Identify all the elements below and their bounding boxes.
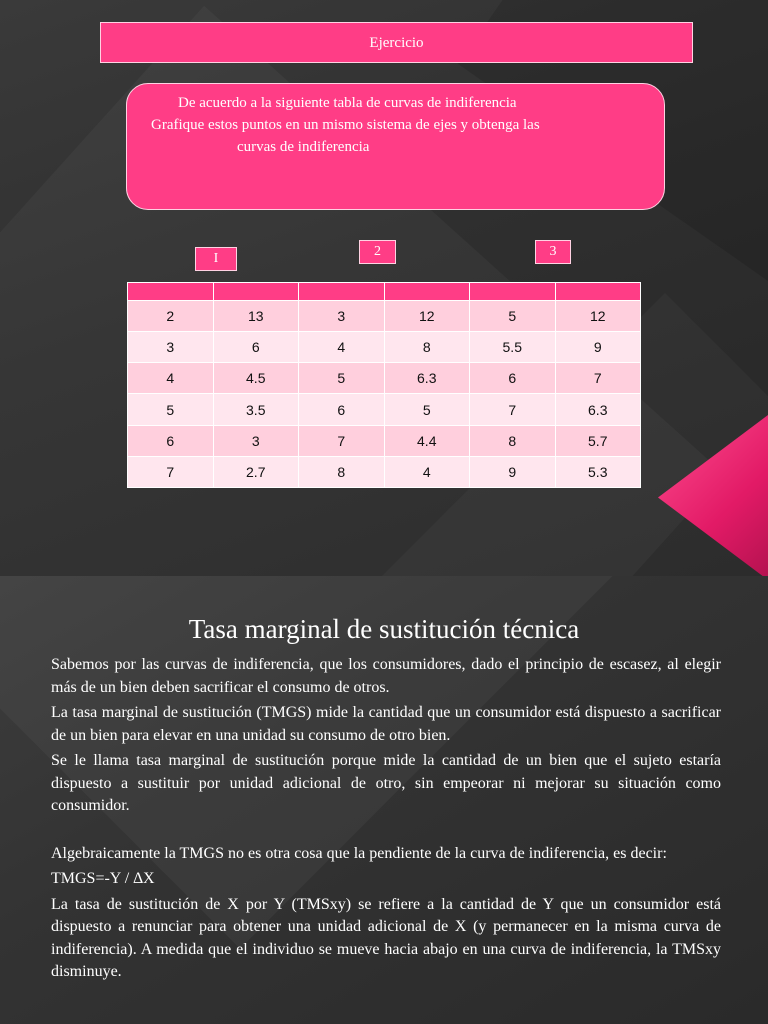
table-row [128,394,641,425]
exercise-title: Ejercicio [100,22,693,63]
table-cell: 9 [555,332,641,363]
table-cell: 5.3 [555,456,641,487]
table-row [128,301,641,332]
table-cell: 6.3 [384,363,470,394]
table-cell: 3.5 [213,394,299,425]
slide-title: Tasa marginal de sustitución técnica [188,614,580,644]
table-cell: 6.3 [555,394,641,425]
paragraph: Algebraicamente la TMGS no es otra cosa que la pendiente de la curva de indiferencia, es decir: [51,844,667,862]
table-cell: 3 [213,425,299,456]
table-cell: 5 [384,394,470,425]
table-cell: 6 [299,394,385,425]
curve-label-1: I [195,247,237,271]
paragraph: Se le llama tasa marginal de sustitución porque mide la cantidad de un bien que el sujeto estaría dispuesto a sustituir por unidad adicional de otro, sin empeorar ni mejorar su situación como consumidor. [51,752,721,814]
table-cell: 4.4 [384,425,470,456]
table-cell: 9 [470,456,556,487]
table-cell: 3 [128,332,214,363]
table-header-cell [384,283,470,301]
table-cell: 4 [128,363,214,394]
table-header-cell [555,283,641,301]
table-cell: 8 [470,425,556,456]
table-cell: 12 [555,301,641,332]
instructions-box [126,83,665,210]
paragraph: La tasa de sustitución de X por Y (TMSxy) se refiere a la cantidad de Y que un consumidor está dispuesto a renunciar para obtener una unidad adicional de X (y permanecer en la misma curva de indiferencia). A medida que el individuo se mueve hacia abajo en una curva de indiferencia, la TMSxy disminuye. [51,895,721,980]
table-cell: 12 [384,301,470,332]
paragraph: Sabemos por las curvas de indiferencia, que los consumidores, dado el principio de escasez, al elegir más de un bien deben sacrificar el consumo de otros. [51,656,721,696]
table-row [128,363,641,394]
table-cell: 7 [555,363,641,394]
table-cell: 6 [128,425,214,456]
table-header-cell [470,283,556,301]
table-row [128,332,641,363]
slide-tmgs [0,576,768,1024]
table-cell: 8 [384,332,470,363]
table-cell: 2 [128,301,214,332]
table-header-row [128,283,641,301]
table-cell: 4 [299,332,385,363]
curve-label-3: 3 [535,240,571,264]
formula: TMGS=-Y / ∆X [51,870,155,887]
table-cell: 5 [299,363,385,394]
table-cell: 6 [470,363,556,394]
instruction-line: Grafique estos puntos en un mismo sistema de ejes y obtenga las [151,117,540,133]
table-cell: 5.7 [555,425,641,456]
table-cell: 7 [470,394,556,425]
table-row [128,425,641,456]
table-cell: 4 [384,456,470,487]
table-cell: 3 [299,301,385,332]
table-cell: 13 [213,301,299,332]
table-cell: 7 [299,425,385,456]
table-header-cell [299,283,385,301]
table-cell: 2.7 [213,456,299,487]
table-row [128,456,641,487]
table-cell: 5.5 [470,332,556,363]
table-cell: 8 [299,456,385,487]
paragraph: La tasa marginal de sustitución (TMGS) mide la cantidad que un consumidor está dispuesto a sacrificar de un bien para elevar en una unidad su consumo de otro bien. [51,704,721,744]
instruction-line: curvas de indiferencia [237,139,370,155]
table-cell: 7 [128,456,214,487]
instruction-line: De acuerdo a la siguiente tabla de curvas de indiferencia [178,95,517,111]
table-cell: 4.5 [213,363,299,394]
table-cell: 6 [213,332,299,363]
table-cell: 5 [128,394,214,425]
indifference-table [127,282,641,488]
curve-label-2: 2 [359,240,396,264]
table-header-cell [213,283,299,301]
table-cell: 5 [470,301,556,332]
table-header-cell [128,283,214,301]
slide-body [51,654,721,987]
